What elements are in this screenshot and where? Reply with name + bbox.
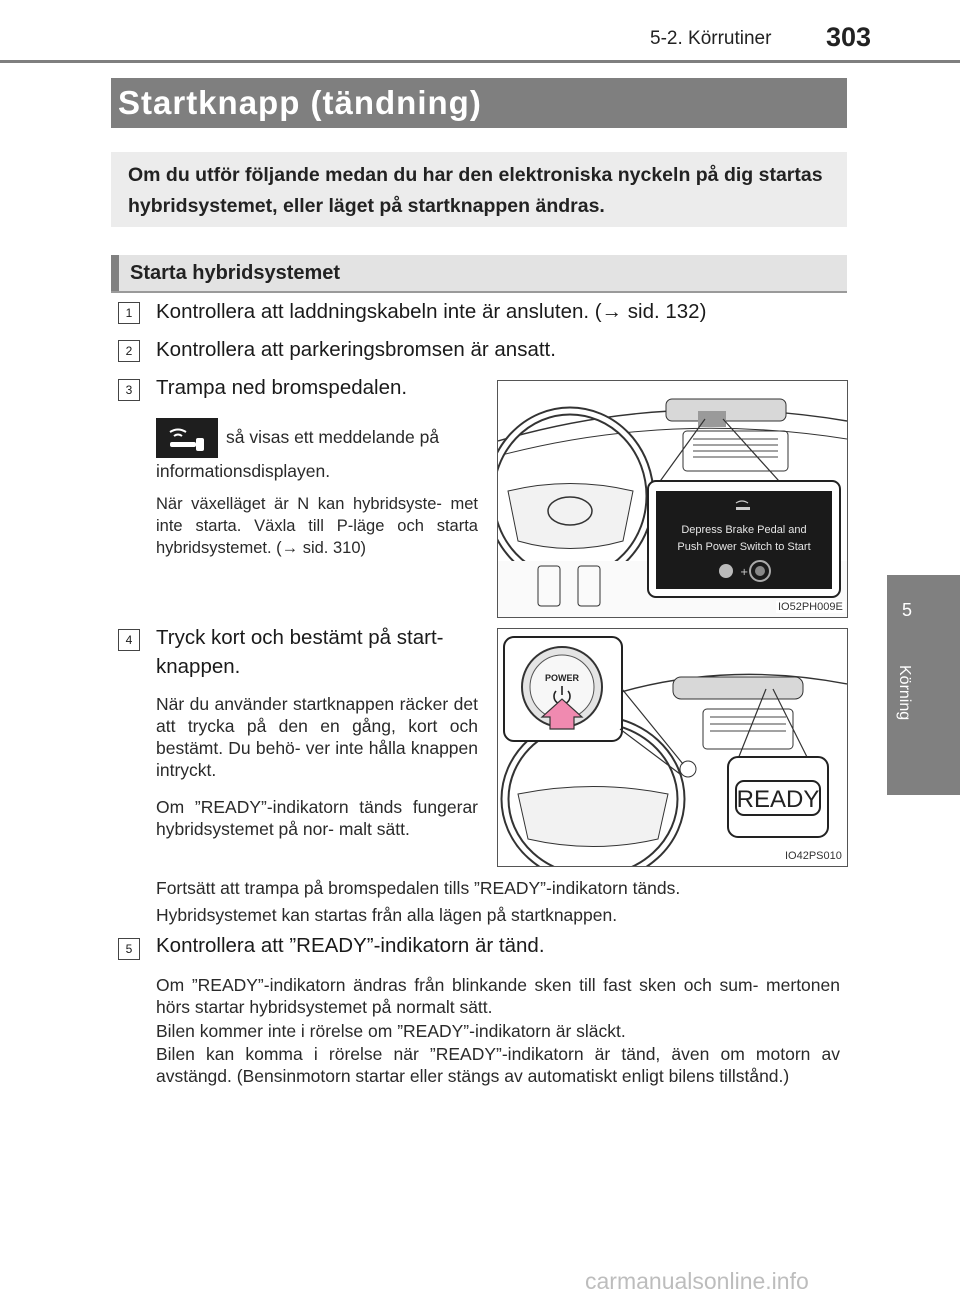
step-text: Kontrollera att ”READY”-indikatorn är tänd. <box>156 934 545 957</box>
step-5-note-3: Bilen kan komma i rörelse när ”READY”-indikatorn är tänd, även om motorn av avstängd. (Bensinmotorn startar eller stängs av automatiskt enligt bilens tillstånd.) <box>156 1044 840 1086</box>
step-3-note-line: informationsdisplayen. <box>156 461 331 481</box>
step-3-note: När växelläget är N kan hybridsyste- met inte starta. Växla till P-läge och starta hybridsystemet. (→ sid. 310) <box>156 495 478 557</box>
header-rule <box>0 60 960 63</box>
page-title: Startknapp (tändning) <box>118 84 482 121</box>
section-heading-marker <box>111 255 119 291</box>
step-5-note-1: Om ”READY”-indikatorn ändras från blinkande sken till fast sken och sum- mertonen hörs startar hybridsystemet på normalt sätt. <box>156 975 840 1017</box>
step-4-note-1: När du använder startknappen räcker det att trycka på den en gång, kort och bestämt. Du behö- ver inte hålla knappen intryckt. <box>156 694 478 780</box>
step-number: 3 <box>118 379 140 401</box>
step-text: Kontrollera att parkeringsbromsen är ansatt. <box>156 338 556 361</box>
step-number: 5 <box>118 938 140 960</box>
dashboard-figure <box>497 380 848 618</box>
step-number: 4 <box>118 629 140 651</box>
step-4-note-4: Hybridsystemet kan startas från alla lägen på startknappen. <box>156 905 618 925</box>
step-text-line-1: Tryck kort och bestämt på start- <box>156 626 444 649</box>
intro-text: Om du utför följande medan du har den elektroniska nyckeln på dig startas hybridsystemet, eller läget på startknappen ändras. <box>128 164 823 217</box>
watermark: carmanualsonline.info <box>585 1268 809 1294</box>
section-heading: Starta hybridsystemet <box>130 262 341 284</box>
figure-1-label: IO52PH009E <box>778 601 843 613</box>
step-text: Kontrollera att laddningskabeln inte är ansluten. (→ sid. 132) <box>156 300 707 323</box>
step-number: 1 <box>118 302 140 324</box>
step-4-note-3: Fortsätt att trampa på bromspedalen tills ”READY”-indikatorn tänds. <box>156 878 681 898</box>
ready-label: READY <box>736 786 820 813</box>
figure-message-line-2: Push Power Switch to Start <box>677 541 811 553</box>
power-button-figure <box>497 628 848 867</box>
svg-text:+: + <box>740 567 749 578</box>
figure-2-label: IO42PS010 <box>785 850 842 862</box>
step-number: 2 <box>118 340 140 362</box>
step-3-icon-suffix: så visas ett meddelande på <box>226 427 440 447</box>
figure-message-line-1: Depress Brake Pedal and <box>681 524 807 536</box>
step-4-note-2: Om ”READY”-indikatorn tänds fungerar hybridsystemet på nor- malt sätt. <box>156 797 478 839</box>
chapter-tab-number: 5 <box>901 600 912 620</box>
page-number: 303 <box>826 22 872 52</box>
power-label: POWER <box>544 673 580 683</box>
step-text-line-2: knappen. <box>156 655 241 678</box>
step-5-note-2: Bilen kommer inte i rörelse om ”READY”-indikatorn är släckt. <box>156 1021 626 1041</box>
brake-key-warning-icon <box>156 418 218 458</box>
chapter-section: 5-2. Körrutiner <box>650 28 772 49</box>
chapter-tab-label: Körning <box>896 665 913 721</box>
step-text: Trampa ned bromspedalen. <box>156 376 408 399</box>
